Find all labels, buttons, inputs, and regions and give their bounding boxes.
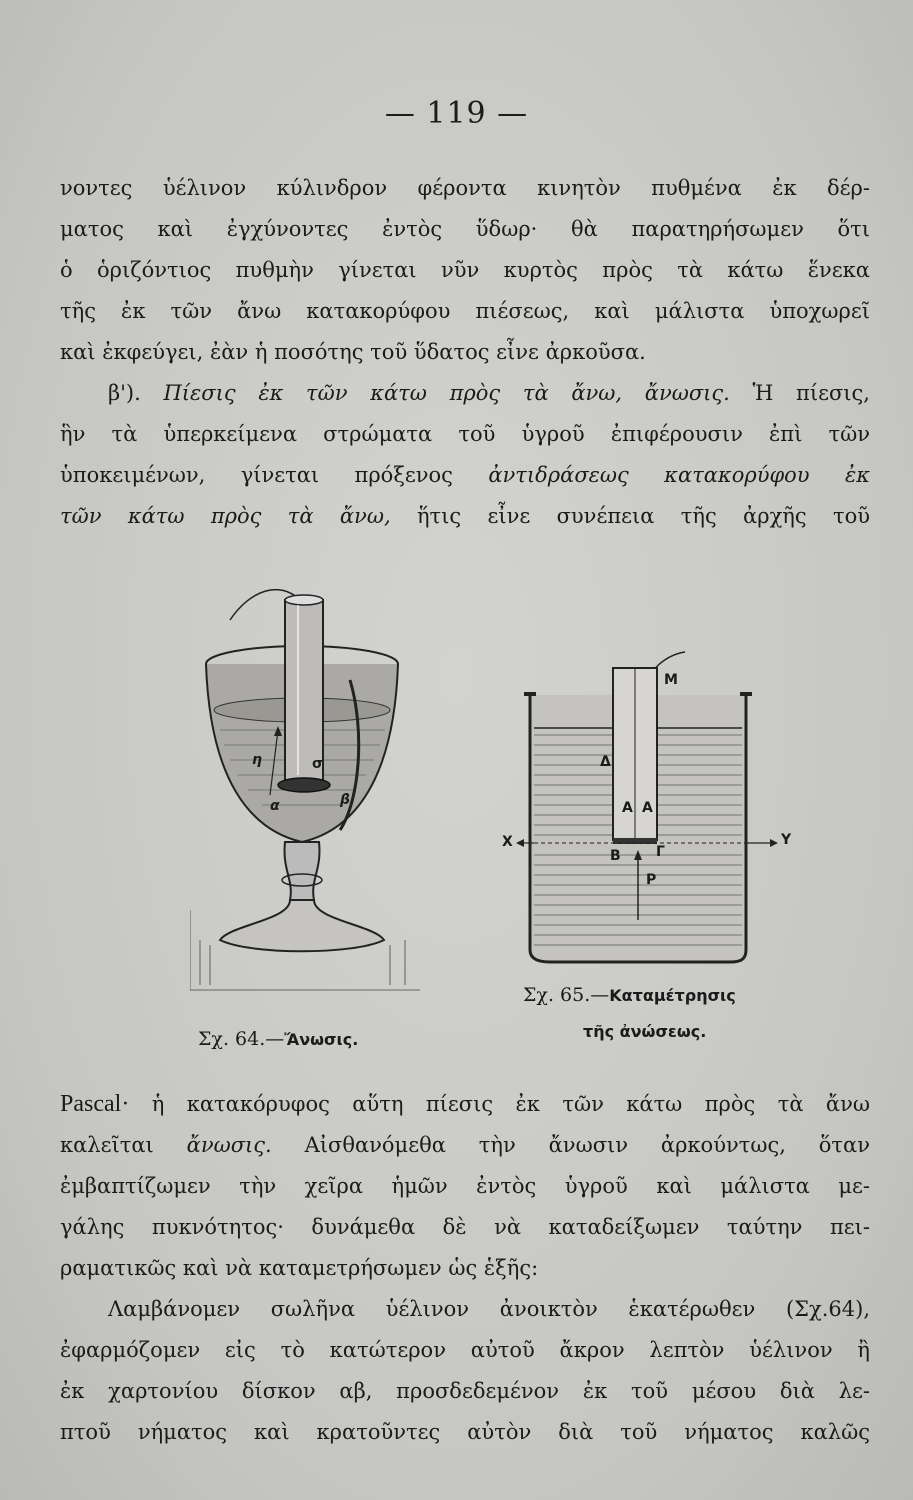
text-fragment: Pascal· <box>60 1091 130 1117</box>
text-line: ἐφαρμόζομεν εἰς τὸ κατώτερον αὐτοῦ ἄκρον λεπτὸν ὑέλινον ἢ <box>60 1338 870 1362</box>
goblet-illustration <box>190 580 420 1040</box>
text-line: πτοῦ νήματος καὶ κρατοῦντες αὐτὸν διὰ τοῦ νήματος καλῶς <box>60 1420 870 1444</box>
text-line: ἐμβαπτίζωμεν τὴν χεῖρα ἡμῶν ἐντὸς ὑγροῦ καὶ μάλιστα με- <box>60 1174 870 1198</box>
text-line: ἐκ χαρτονίου δίσκον αβ, προσδεδεμένον ἐκ τοῦ μέσου διὰ λε- <box>60 1379 870 1403</box>
text-line <box>60 1084 870 1125</box>
text-line <box>60 1125 870 1166</box>
caption-prefix: Σχ. 65.— <box>523 984 610 1006</box>
emphasis-text: ἄνωσις. <box>186 1133 272 1157</box>
text-line: γάλης πυκνότητος· δυνάμεθα δὲ νὰ καταδείξωμεν ταύτην πει- <box>60 1215 870 1239</box>
text-line: νοντες ὑέλινον κύλινδρον φέροντα κινητὸν πυθμένα ἐκ δέρ- <box>60 176 870 200</box>
caption-prefix: Σχ. 64.— <box>198 1028 285 1050</box>
figure-label-sigma: σ <box>312 756 323 772</box>
text-line: ἣν τὰ ὑπερκείμενα στρώματα τοῦ ὑγροῦ ἐπιφέρουσιν ἐπὶ τῶν <box>60 422 870 446</box>
emphasis-text: τῶν κάτω πρὸς τὰ ἄνω, <box>60 504 391 528</box>
figure-64-goblet <box>190 580 420 1040</box>
figure-label-X: Χ <box>502 834 513 850</box>
section-marker: β'). <box>108 381 141 405</box>
figure-label-eta: η <box>252 752 262 768</box>
figure-64-caption <box>198 1028 358 1050</box>
emphasis-text: ἀντιδράσεως κατακορύφου ἐκ <box>488 463 870 487</box>
figure-label-P: Ρ <box>646 872 657 888</box>
text-fragment: Ἡ πίεσις, <box>752 381 870 405</box>
figure-label-D: Δ <box>600 754 611 770</box>
text-fragment: ὑποκειμένων, γίνεται πρόξενος <box>60 463 453 487</box>
caption-title: Καταμέτρησις <box>609 986 736 1005</box>
text-line: ματος καὶ ἐγχύνοντες ἐντὸς ὕδωρ· θὰ παρατηρήσωμεν ὅτι <box>60 217 870 241</box>
next-paragraph <box>60 1289 870 1453</box>
figure-65-container <box>500 650 800 980</box>
caption-title: Ἄνωσις. <box>284 1030 359 1049</box>
text-line: ραματικῶς καὶ νὰ καταμετρήσωμεν ὡς ἑξῆς: <box>60 1256 539 1280</box>
top-text-block <box>60 168 870 537</box>
text-fragment: ἥτις εἶνε συνέπεια τῆς ἀρχῆς τοῦ <box>416 504 870 528</box>
page-number: — 119 — <box>384 96 529 131</box>
figure-label-M: Μ <box>664 672 678 688</box>
text-line: Λαμβάνομεν σωλῆνα ὑέλινον ἀνοικτὸν ἑκατέρωθεν (Σχ.64), <box>108 1297 870 1321</box>
top-paragraph <box>60 168 870 373</box>
figure-label-beta: β <box>340 792 351 808</box>
text-line: ὁ ὁριζόντιος πυθμὴν γίνεται νῦν κυρτὸς πρὸς τὰ κάτω ἕνεκα <box>60 258 870 282</box>
figure-label-alpha: α <box>270 798 280 814</box>
figure-label-G: Γ <box>656 844 665 860</box>
figure-65-caption-line2: τῆς ἀνώσεως. <box>583 1022 707 1041</box>
figure-label-B: Β <box>610 848 621 864</box>
section-heading-line <box>60 373 870 414</box>
text-fragment: ἡ κατακόρυφος αὕτη πίεσις ἐκ τῶν κάτω πρὸς τὰ ἄνω <box>151 1092 871 1116</box>
text-line <box>60 455 870 496</box>
text-fragment: Αἰσθανόμεθα τὴν ἄνωσιν ἀρκούντως, ὅταν <box>304 1133 870 1157</box>
section-b-paragraph <box>60 373 870 537</box>
figure-label-Y: Υ <box>781 832 792 848</box>
text-line <box>60 496 870 537</box>
text-fragment: καλεῖται <box>60 1133 154 1157</box>
text-line: καὶ ἐκφεύγει, ἐὰν ἡ ποσότης τοῦ ὕδατος εἶνε ἀρκοῦσα. <box>60 340 646 364</box>
section-heading: Πίεσις ἐκ τῶν κάτω πρὸς τὰ ἄνω, ἄνωσις. <box>163 381 730 405</box>
text-line: τῆς ἐκ τῶν ἄνω κατακορύφου πιέσεως, καὶ μάλιστα ὑποχωρεῖ <box>60 299 870 323</box>
bottom-text-block <box>60 1084 870 1453</box>
figure-label-A2: Α <box>642 800 653 816</box>
figure-label-A1: Α <box>622 800 633 816</box>
bottom-paragraph <box>60 1084 870 1289</box>
figure-65-caption <box>523 984 736 1006</box>
